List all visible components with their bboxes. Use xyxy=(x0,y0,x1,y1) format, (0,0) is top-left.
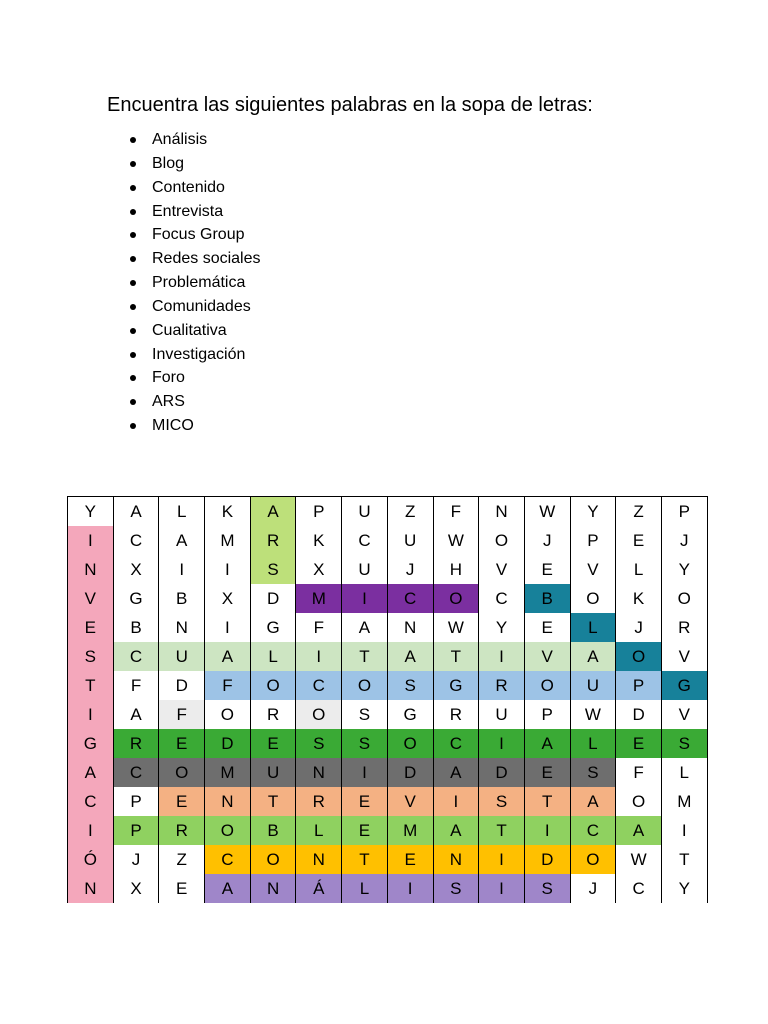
grid-cell: E xyxy=(68,613,114,642)
grid-cell: X xyxy=(205,584,251,613)
grid-cell: M xyxy=(387,816,433,845)
grid-cell: K xyxy=(296,526,342,555)
grid-row xyxy=(68,555,708,584)
grid-cell: L xyxy=(342,874,388,903)
grid-cell: E xyxy=(387,845,433,874)
bullet-icon xyxy=(130,161,136,167)
word-list-item xyxy=(130,247,261,271)
grid-cell: E xyxy=(342,787,388,816)
grid-cell: A xyxy=(113,700,159,729)
grid-cell: I xyxy=(296,642,342,671)
word-list-item xyxy=(130,152,261,176)
grid-cell: C xyxy=(68,787,114,816)
grid-cell: I xyxy=(342,758,388,787)
grid-cell: C xyxy=(113,758,159,787)
grid-cell: A xyxy=(68,758,114,787)
grid-cell: C xyxy=(113,642,159,671)
grid-cell: L xyxy=(616,555,662,584)
grid-cell: Y xyxy=(570,497,616,527)
grid-cell: D xyxy=(250,584,296,613)
grid-cell: R xyxy=(433,700,479,729)
grid-cell: E xyxy=(524,613,570,642)
grid-cell: X xyxy=(113,874,159,903)
grid-cell: C xyxy=(387,584,433,613)
grid-cell: N xyxy=(296,845,342,874)
grid-cell: I xyxy=(387,874,433,903)
grid-cell: A xyxy=(159,526,205,555)
grid-cell: V xyxy=(387,787,433,816)
bullet-icon xyxy=(130,304,136,310)
word-label: Redes sociales xyxy=(152,250,261,268)
grid-cell: R xyxy=(113,729,159,758)
grid-cell: O xyxy=(342,671,388,700)
grid-cell: U xyxy=(342,497,388,527)
grid-cell: R xyxy=(250,526,296,555)
grid-cell: P xyxy=(570,526,616,555)
grid-cell: Á xyxy=(296,874,342,903)
grid-cell: W xyxy=(433,613,479,642)
grid-cell: J xyxy=(524,526,570,555)
grid-row xyxy=(68,700,708,729)
grid-cell: V xyxy=(479,555,525,584)
grid-cell: Z xyxy=(616,497,662,527)
grid-cell: I xyxy=(524,816,570,845)
instructions-heading: Encuentra las siguientes palabras en la sopa de letras: xyxy=(107,94,593,116)
grid-cell: W xyxy=(570,700,616,729)
grid-cell: B xyxy=(113,613,159,642)
word-label: Entrevista xyxy=(152,202,224,220)
grid-cell: P xyxy=(661,497,707,527)
grid-cell: I xyxy=(479,642,525,671)
grid-row xyxy=(68,816,708,845)
grid-cell: A xyxy=(205,874,251,903)
grid-cell: E xyxy=(159,874,205,903)
grid-cell: M xyxy=(205,758,251,787)
grid-cell: C xyxy=(113,526,159,555)
grid-row xyxy=(68,729,708,758)
grid-cell: N xyxy=(68,874,114,903)
grid-cell: L xyxy=(250,642,296,671)
grid-cell: W xyxy=(524,497,570,527)
grid-cell: I xyxy=(479,729,525,758)
word-list-item xyxy=(130,366,261,390)
grid-cell: A xyxy=(250,497,296,527)
grid-cell: Z xyxy=(387,497,433,527)
grid-cell: U xyxy=(387,526,433,555)
grid-cell: S xyxy=(342,729,388,758)
grid-cell: E xyxy=(616,729,662,758)
grid-cell: S xyxy=(524,874,570,903)
grid-row xyxy=(68,758,708,787)
grid-cell: T xyxy=(342,845,388,874)
grid-cell: U xyxy=(342,555,388,584)
grid-cell: A xyxy=(342,613,388,642)
grid-cell: L xyxy=(570,729,616,758)
grid-cell: P xyxy=(113,816,159,845)
grid-cell: O xyxy=(616,642,662,671)
grid-cell: A xyxy=(433,816,479,845)
grid-cell: G xyxy=(68,729,114,758)
grid-cell: R xyxy=(159,816,205,845)
grid-cell: S xyxy=(570,758,616,787)
grid-cell: O xyxy=(661,584,707,613)
grid-cell: F xyxy=(296,613,342,642)
grid-cell: B xyxy=(250,816,296,845)
grid-cell: F xyxy=(433,497,479,527)
grid-cell: I xyxy=(479,874,525,903)
grid-cell: P xyxy=(616,671,662,700)
grid-cell: O xyxy=(524,671,570,700)
word-list-item xyxy=(130,295,261,319)
grid-cell: V xyxy=(570,555,616,584)
grid-cell: M xyxy=(296,584,342,613)
grid-cell: N xyxy=(433,845,479,874)
grid-cell: O xyxy=(296,700,342,729)
grid-cell: P xyxy=(113,787,159,816)
grid-cell: A xyxy=(524,729,570,758)
grid-cell: C xyxy=(342,526,388,555)
grid-cell: F xyxy=(205,671,251,700)
grid-cell: K xyxy=(616,584,662,613)
grid-cell: G xyxy=(250,613,296,642)
word-label: Análisis xyxy=(152,131,208,148)
grid-cell: C xyxy=(205,845,251,874)
word-label: Investigación xyxy=(152,345,246,363)
grid-cell: W xyxy=(616,845,662,874)
grid-cell: H xyxy=(433,555,479,584)
grid-cell: T xyxy=(433,642,479,671)
grid-cell: U xyxy=(570,671,616,700)
grid-cell: E xyxy=(159,729,205,758)
grid-cell: G xyxy=(661,671,707,700)
grid-cell: O xyxy=(205,816,251,845)
grid-cell: E xyxy=(524,555,570,584)
grid-cell: G xyxy=(113,584,159,613)
grid-cell: D xyxy=(159,671,205,700)
grid-cell: Y xyxy=(661,555,707,584)
grid-row xyxy=(68,613,708,642)
grid-cell: A xyxy=(570,642,616,671)
grid-cell: I xyxy=(159,555,205,584)
grid-cell: I xyxy=(342,584,388,613)
word-label: Blog xyxy=(152,154,185,172)
grid-cell: J xyxy=(570,874,616,903)
grid-cell: J xyxy=(616,613,662,642)
bullet-icon xyxy=(130,232,136,238)
grid-cell: D xyxy=(616,700,662,729)
grid-cell: O xyxy=(387,729,433,758)
grid-cell: U xyxy=(159,642,205,671)
grid-cell: S xyxy=(479,787,525,816)
grid-cell: S xyxy=(250,555,296,584)
grid-cell: O xyxy=(570,584,616,613)
grid-cell: T xyxy=(250,787,296,816)
word-label: Comunidades xyxy=(152,297,251,315)
grid-cell: E xyxy=(342,816,388,845)
grid-cell: N xyxy=(296,758,342,787)
word-list xyxy=(130,128,261,438)
grid-cell: D xyxy=(205,729,251,758)
bullet-icon xyxy=(130,209,136,215)
grid-cell: N xyxy=(68,555,114,584)
grid-cell: R xyxy=(479,671,525,700)
grid-row xyxy=(68,845,708,874)
grid-cell: O xyxy=(205,700,251,729)
grid-cell: G xyxy=(387,700,433,729)
grid-cell: V xyxy=(661,700,707,729)
grid-cell: C xyxy=(616,874,662,903)
word-label: ARS xyxy=(152,393,185,411)
grid-cell: N xyxy=(479,497,525,527)
grid-cell: Z xyxy=(159,845,205,874)
word-list-item xyxy=(130,390,261,414)
grid-cell: B xyxy=(159,584,205,613)
grid-cell: N xyxy=(205,787,251,816)
grid-cell: X xyxy=(296,555,342,584)
grid-cell: T xyxy=(524,787,570,816)
grid-cell: I xyxy=(68,700,114,729)
grid-cell: K xyxy=(205,497,251,527)
grid-cell: P xyxy=(524,700,570,729)
grid-cell: D xyxy=(387,758,433,787)
bullet-icon xyxy=(130,328,136,334)
word-list-item xyxy=(130,128,261,152)
grid-cell: I xyxy=(661,816,707,845)
grid-cell: F xyxy=(616,758,662,787)
bullet-icon xyxy=(130,137,136,143)
grid-cell: N xyxy=(387,613,433,642)
grid-cell: A xyxy=(387,642,433,671)
bullet-icon xyxy=(130,256,136,262)
word-label: Foro xyxy=(152,369,185,387)
grid-cell: Ó xyxy=(68,845,114,874)
grid-cell: A xyxy=(616,816,662,845)
bullet-icon xyxy=(130,185,136,191)
grid-row xyxy=(68,787,708,816)
word-label: Contenido xyxy=(152,178,225,196)
grid-cell: A xyxy=(113,497,159,527)
word-list-item xyxy=(130,176,261,200)
grid-cell: U xyxy=(250,758,296,787)
grid-cell: M xyxy=(205,526,251,555)
grid-cell: D xyxy=(524,845,570,874)
grid-cell: R xyxy=(661,613,707,642)
word-list-item xyxy=(130,319,261,343)
word-label: Focus Group xyxy=(152,226,245,244)
grid-cell: O xyxy=(616,787,662,816)
bullet-icon xyxy=(130,375,136,381)
grid-cell: I xyxy=(479,845,525,874)
grid-cell: B xyxy=(524,584,570,613)
grid-row xyxy=(68,642,708,671)
bullet-icon xyxy=(130,280,136,286)
grid-cell: X xyxy=(113,555,159,584)
grid-cell: L xyxy=(296,816,342,845)
grid-cell: S xyxy=(387,671,433,700)
grid-cell: Y xyxy=(479,613,525,642)
grid-row xyxy=(68,526,708,555)
word-list-item xyxy=(130,271,261,295)
grid-cell: S xyxy=(68,642,114,671)
grid-row xyxy=(68,584,708,613)
word-search-grid xyxy=(67,496,708,903)
grid-row xyxy=(68,497,708,527)
grid-cell: P xyxy=(296,497,342,527)
grid-cell: U xyxy=(479,700,525,729)
word-list-item xyxy=(130,343,261,367)
grid-cell: S xyxy=(661,729,707,758)
grid-cell: O xyxy=(479,526,525,555)
grid-cell: R xyxy=(296,787,342,816)
grid-cell: J xyxy=(113,845,159,874)
grid-cell: V xyxy=(661,642,707,671)
grid-cell: E xyxy=(524,758,570,787)
grid-cell: L xyxy=(570,613,616,642)
grid-cell: L xyxy=(159,497,205,527)
grid-cell: C xyxy=(479,584,525,613)
grid-cell: A xyxy=(433,758,479,787)
grid-cell: C xyxy=(570,816,616,845)
word-list-item xyxy=(130,414,261,438)
grid-cell: F xyxy=(159,700,205,729)
grid-cell: S xyxy=(433,874,479,903)
grid-cell: S xyxy=(342,700,388,729)
grid-cell: T xyxy=(661,845,707,874)
grid-cell: O xyxy=(250,845,296,874)
grid-cell: F xyxy=(113,671,159,700)
grid-cell: T xyxy=(479,816,525,845)
grid-cell: D xyxy=(479,758,525,787)
grid-row xyxy=(68,874,708,903)
grid-cell: T xyxy=(68,671,114,700)
bullet-icon xyxy=(130,352,136,358)
word-label: MICO xyxy=(152,417,194,435)
word-label: Problemática xyxy=(152,274,246,292)
word-list-item xyxy=(130,223,261,247)
bullet-icon xyxy=(130,423,136,429)
grid-cell: E xyxy=(159,787,205,816)
grid-cell: W xyxy=(433,526,479,555)
grid-cell: E xyxy=(616,526,662,555)
grid-cell: N xyxy=(250,874,296,903)
grid-cell: S xyxy=(296,729,342,758)
grid-cell: I xyxy=(68,816,114,845)
grid-cell: E xyxy=(250,729,296,758)
grid-cell: O xyxy=(250,671,296,700)
grid-cell: I xyxy=(205,555,251,584)
grid-cell: C xyxy=(296,671,342,700)
word-list-item xyxy=(130,200,261,224)
grid-cell: R xyxy=(250,700,296,729)
grid-cell: I xyxy=(205,613,251,642)
grid-cell: Y xyxy=(68,497,114,527)
grid-cell: O xyxy=(570,845,616,874)
grid-cell: M xyxy=(661,787,707,816)
grid-row xyxy=(68,671,708,700)
grid-cell: T xyxy=(342,642,388,671)
grid-cell: O xyxy=(433,584,479,613)
grid-cell: A xyxy=(205,642,251,671)
bullet-icon xyxy=(130,399,136,405)
grid-cell: N xyxy=(159,613,205,642)
grid-cell: I xyxy=(68,526,114,555)
grid-cell: A xyxy=(570,787,616,816)
grid-cell: G xyxy=(433,671,479,700)
grid-cell: V xyxy=(524,642,570,671)
grid-cell: I xyxy=(433,787,479,816)
grid-cell: V xyxy=(68,584,114,613)
grid-cell: J xyxy=(387,555,433,584)
grid-cell: Y xyxy=(661,874,707,903)
grid-cell: C xyxy=(433,729,479,758)
grid-cell: J xyxy=(661,526,707,555)
grid-cell: O xyxy=(159,758,205,787)
word-label: Cualitativa xyxy=(152,321,227,339)
grid-cell: L xyxy=(661,758,707,787)
